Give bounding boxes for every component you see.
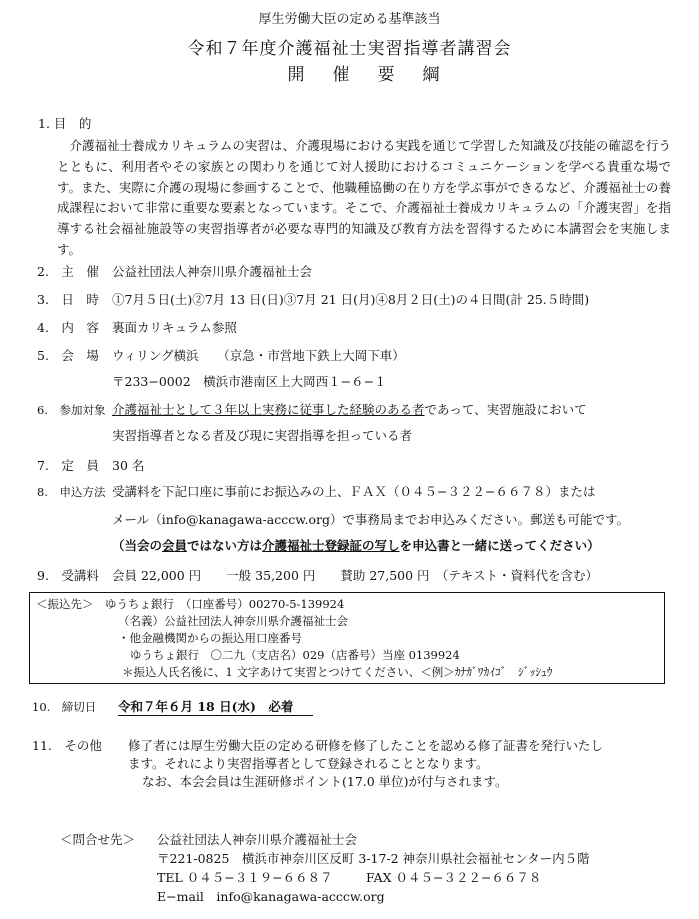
purpose-label: 1. 目 的 — [38, 116, 92, 131]
other-line3: なお、本会会員は生涯研修ポイント(17.0 単位)が付与されます。 — [142, 774, 508, 789]
target-rest: であって、実習施設において — [424, 402, 587, 417]
contact-tel: TEL ０４５−３１９−６６８７ — [157, 870, 333, 885]
fee-label: 9. 受講料 — [37, 568, 99, 583]
venue-address: 〒233−0002 横浜市港南区上大岡西１−６−１ — [112, 374, 387, 389]
header-title: 令和７年度介護福祉士実習指導者講習会 — [187, 39, 512, 59]
organizer-label: 2. 主 催 — [37, 264, 99, 279]
apply-line1: 受講料を下記口座に事前にお振込みの上、ＦＡＸ（０４５−３２２−６６７８）または — [112, 484, 596, 499]
dates-label: 3. 日 時 — [37, 292, 99, 307]
target-label: 6. 参加対象 — [37, 403, 106, 417]
organizer-value: 公益社団法人神奈川県介護福祉士会 — [112, 264, 313, 279]
bank-line2: （名義）公益社団法人神奈川県介護福祉士会 — [118, 614, 348, 628]
header-subtitle: 厚生労働大臣の定める基準該当 — [258, 12, 441, 27]
target-underlined: 介護福祉士として３年以上実務に従事した経験のある者 — [112, 402, 425, 417]
bank-line3: ・他金融機関からの振込用口座番号 — [118, 631, 302, 645]
content-value: 裏面カリキュラム参照 — [112, 320, 237, 335]
target-line1 — [112, 400, 587, 418]
bank-line4: ゆうちょ銀行 〇二九（支店名）029（店番号）当座 0139924 — [130, 648, 460, 662]
dates-value: ①7月５日(土)②7月 13 日(日)③7月 21 日(月)④8月２日(土)の４日間(計 25.５時間) — [112, 292, 590, 307]
capacity-value: 30 名 — [112, 458, 145, 473]
other-line1: 修了者には厚生労働大臣の定める研修を修了したことを認める修了証書を発行いたし — [128, 738, 604, 753]
header-heading: 開催要綱 — [287, 65, 468, 85]
target-line2: 実習指導者となる者及び現に実習指導を担っている者 — [112, 428, 413, 443]
apply-line2: メール（info@kanagawa-acccw.org）で事務局までお申込みください。郵送も可能です。 — [112, 512, 629, 527]
apply-note: （当会の会員ではない方は介護福祉士登録証の写しを申込書と一緒に送ってください） — [112, 538, 600, 553]
contact-email: E−mail info@kanagawa-acccw.org — [157, 889, 385, 904]
venue-label: 5. 会 場 — [37, 348, 99, 363]
deadline-value: 令和７年６月 18 日(水) 必着 — [118, 697, 313, 716]
contact-label: ＜問合せ先＞ — [60, 832, 136, 847]
contact-org: 公益社団法人神奈川県介護福祉士会 — [157, 832, 358, 847]
bank-line1: ＜振込先＞ ゆうちょ銀行 （口座番号）00270-5-139924 — [36, 597, 345, 611]
purpose-paragraph: 介護福祉士養成カリキュラムの実習は、介護現場における実践を通じて学習した知識及び技能の確認を行うとともに、利用者やその家族との関わりを通じて対人援助におけるコミュニケーションを学べる貴重な場です。また、実際に介護の現場に参画することで、他職種協働の在り方を学ぶ事ができるなど、介護福祉士の養成課程において非常に重要な要素となっています。そこで、介護福祉士養成カリキュラムの「介護実習」を指導する社会福祉施設等の実習指導者が必要な専門的知識及び教育方法を習得するために本講習会を実施します。 — [57, 138, 671, 257]
content-label: 4. 内 容 — [37, 320, 99, 335]
other-line2: ます。それにより実習指導者として登録されることとなります。 — [128, 756, 489, 771]
venue-value: ウィリング横浜 （京急・市営地下鉄上大岡下車） — [112, 348, 405, 363]
contact-address: 〒221-0825 横浜市神奈川区反町 3-17-2 神奈川県社会福祉センター内５階 — [157, 851, 590, 866]
contact-fax: FAX ０４５−３２２−６６７８ — [366, 870, 542, 885]
fee-value: 会員 22,000 円 一般 35,200 円 賛助 27,500 円 （テキスト・資料代を含む） — [112, 568, 599, 583]
capacity-label: 7. 定 員 — [37, 458, 99, 473]
deadline-label: 10. 締切日 — [32, 700, 97, 714]
bank-line5: ＊振込人氏名後に、1 文字あけて実習とつけてください、＜例＞ｶﾅｶﾞﾜｶｲｺﾞ ｼﾞｯｼｭｳ — [122, 665, 553, 679]
other-label: 11. その他 — [32, 738, 102, 753]
apply-label: 8. 申込方法 — [37, 485, 106, 499]
